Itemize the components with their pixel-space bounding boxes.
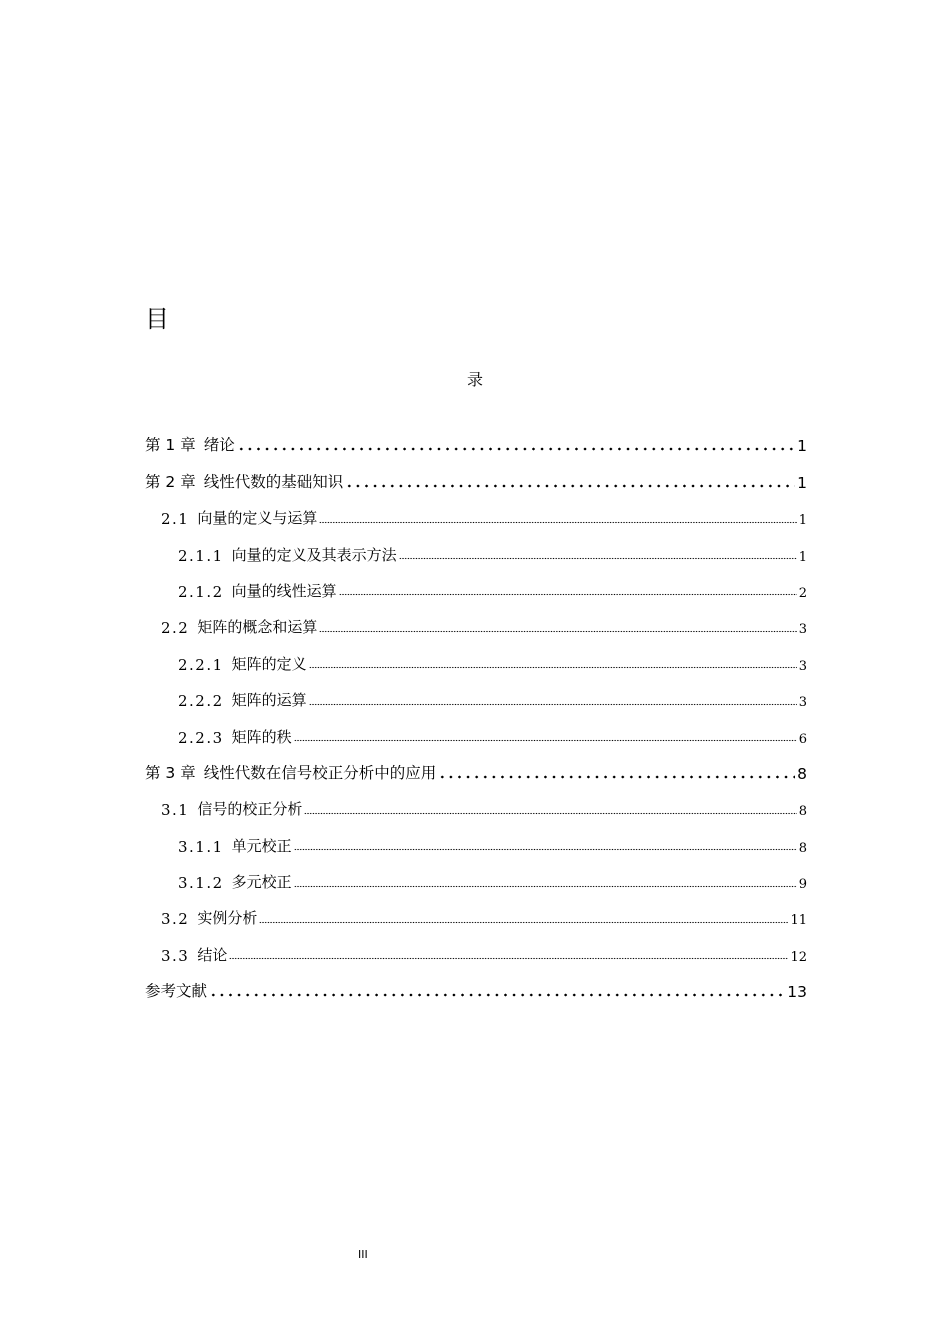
toc-entry-title: 矩阵的概念和运算 [197,618,318,637]
toc-entry[interactable] [145,533,807,569]
toc-heading-second-char: 录 [466,370,483,389]
toc-dot-leader [339,593,797,597]
toc-entry-title: 矩阵的秩 [231,727,292,746]
toc-entry[interactable] [145,933,807,969]
toc-dot-leader [309,702,797,706]
toc-entry-number: 2.1.1 [178,546,224,565]
toc-entry-page-number: 11 [790,913,807,929]
toc-dot-leader [229,957,788,961]
toc-entry-title: 矩阵的运算 [231,691,307,710]
toc-entry[interactable] [145,752,807,788]
toc-entry-page-number: 13 [787,983,807,1002]
toc-entry[interactable] [145,897,807,933]
toc-entry[interactable] [145,679,807,715]
toc-entry[interactable] [145,861,807,897]
toc-entry-number: 第 3 章 [145,763,196,782]
toc-entry-page-number: 12 [790,949,807,965]
toc-entry-page-number: 9 [798,877,807,893]
toc-entry-number: 3.3 [161,946,190,965]
toc-heading-first-char: 目 [145,305,169,333]
toc-entry[interactable] [145,606,807,642]
toc-entry-page-number: 1 [798,549,807,565]
toc-dot-leader [345,484,795,488]
toc-entry-number: 2.2 [161,619,190,638]
toc-entry-page-number: 3 [798,695,807,711]
toc-entry[interactable] [145,497,807,533]
toc-entry-title: 单元校正 [231,836,292,855]
toc-entry-number: 3.1 [161,801,190,820]
toc-entry[interactable] [145,570,807,606]
toc-entry-title: 实例分析 [197,909,258,928]
toc-dot-leader [309,666,797,670]
toc-entry-page-number: 3 [798,658,807,674]
toc-entry-title: 线性代数在信号校正分析中的应用 [203,763,437,782]
toc-entry-number: 3.2 [161,910,190,929]
toc-entry[interactable] [145,460,807,496]
toc-entry-title: 矩阵的定义 [231,654,307,673]
toc-entry-title: 多元校正 [231,873,292,892]
page-number-footer: III [358,1248,368,1261]
toc-dot-leader [399,557,797,561]
toc-entry-title: 信号的校正分析 [197,800,303,819]
toc-entry-title: 向量的定义与运算 [197,509,318,528]
toc-entry-page-number: 6 [798,731,807,747]
toc-entry-page-number: 8 [798,804,807,820]
toc-entry-number: 3.1.2 [178,874,224,893]
table-of-contents [145,424,807,1006]
toc-entry[interactable] [145,788,807,824]
toc-entry-title: 线性代数的基础知识 [203,472,344,491]
toc-dot-leader [294,848,797,852]
toc-entry-page-number: 8 [798,840,807,856]
toc-entry-page-number: 2 [798,585,807,601]
toc-dot-leader [294,739,797,743]
toc-entry[interactable] [145,824,807,860]
toc-entry-number: 2.2.2 [178,692,224,711]
toc-dot-leader [209,993,785,997]
toc-entry-title: 结论 [197,945,228,964]
toc-entry-page-number: 1 [797,473,807,492]
toc-entry[interactable] [145,970,807,1006]
toc-entry-number: 2.1.2 [178,582,224,601]
toc-entry-title: 向量的线性运算 [231,581,337,600]
toc-entry-number: 2.2.3 [178,728,224,747]
toc-dot-leader [319,629,796,633]
toc-entry-title: 绪论 [203,436,235,455]
toc-entry-page-number: 3 [798,622,807,638]
toc-dot-leader [237,447,795,451]
toc-entry-page-number: 1 [798,513,807,529]
toc-entry-title: 参考文献 [145,982,208,1001]
toc-dot-leader [319,520,796,524]
toc-dot-leader [294,884,797,888]
toc-entry[interactable] [145,642,807,678]
toc-entry-title: 向量的定义及其表示方法 [231,545,397,564]
toc-entry[interactable] [145,424,807,460]
toc-entry-page-number: 8 [797,764,807,783]
toc-entry-number: 第 1 章 [145,436,196,455]
toc-entry-number: 3.1.1 [178,837,224,856]
toc-entry-number: 2.2.1 [178,655,224,674]
toc-dot-leader [438,775,795,779]
toc-entry[interactable] [145,715,807,751]
toc-dot-leader [259,920,788,924]
toc-entry-number: 2.1 [161,510,190,529]
toc-entry-page-number: 1 [797,437,807,456]
toc-entry-number: 第 2 章 [145,472,196,491]
toc-dot-leader [304,811,796,815]
